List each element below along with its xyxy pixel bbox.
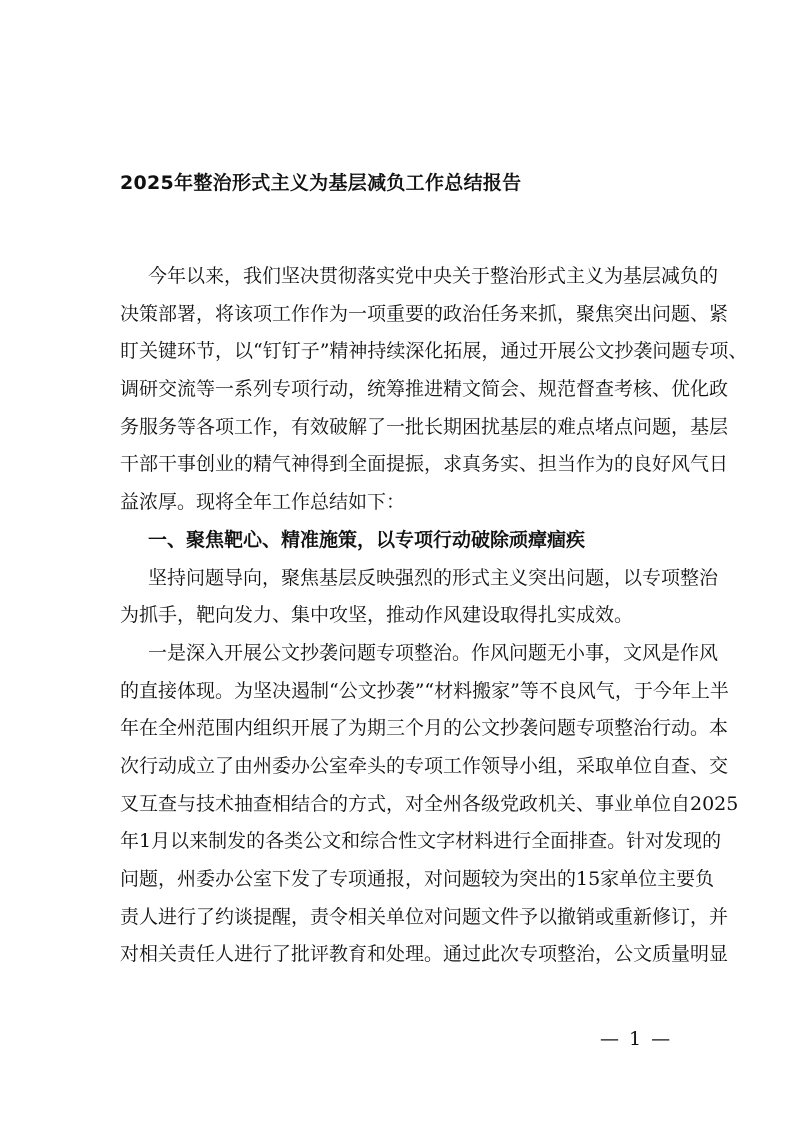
text-line: 益浓厚。现将全年工作总结如下： [120,491,406,514]
section-heading: 一、聚焦靶心、精准施策，以专项行动破除顽瘴痼疾 [148,528,586,551]
text-line: 务服务等各项工作，有效破解了一批长期困扰基层的难点堵点问题，基层 [120,415,729,438]
text-line: 对相关责任人进行了批评教育和处理。通过此次专项整治，公文质量明显 [120,943,729,966]
text-line: 调研交流等一系列专项行动，统筹推进精文简会、规范督查考核、优化政 [120,378,729,401]
text-line: 决策部署，将该项工作作为一项重要的政治任务来抓，聚焦突出问题、紧 [120,302,729,325]
text-line: 年1月以来制发的各类公文和综合性文字材料进行全面排查。针对发现的 [120,830,722,853]
text-line: 干部干事创业的精气神得到全面提振，求真务实、担当作为的良好风气日 [120,453,729,476]
text-line: 年在全州范围内组织开展了为期三个月的公文抄袭问题专项整治行动。本 [120,717,729,740]
text-line: 一是深入开展公文抄袭问题专项整治。作风问题无小事，文风是作风 [148,641,719,664]
text-line: 为抓手，靶向发力、集中攻坚，推动作风建设取得扎实成效。 [120,604,634,627]
document-title: 2025年整治形式主义为基层减负工作总结报告 [120,172,522,194]
text-line: 的直接体现。为坚决遏制“公文抄袭”“材料搬家”等不良风气，于今年上半 [120,679,729,702]
text-line: 盯关键环节，以“钉钉子”精神持续深化拓展，通过开展公文抄袭问题专项、 [120,340,748,363]
document-body [120,258,748,974]
text-line: 坚持问题导向，聚焦基层反映强烈的形式主义突出问题，以专项整治 [148,566,719,589]
text-line: 今年以来，我们坚决贯彻落实党中央关于整治形式主义为基层减负的 [148,265,719,287]
text-line: 次行动成立了由州委办公室牵头的专项工作领导小组，采取单位自查、交 [120,754,729,777]
page-number: — 1 — [600,1028,673,1050]
text-line: 叉互查与技术抽查相结合的方式，对全州各级党政机关、事业单位自2025 [120,792,739,815]
text-line: 问题，州委办公室下发了专项通报，对问题较为突出的15家单位主要负 [120,868,715,890]
text-line: 责人进行了约谈提醒，责令相关单位对问题文件予以撤销或重新修订，并 [120,905,729,928]
